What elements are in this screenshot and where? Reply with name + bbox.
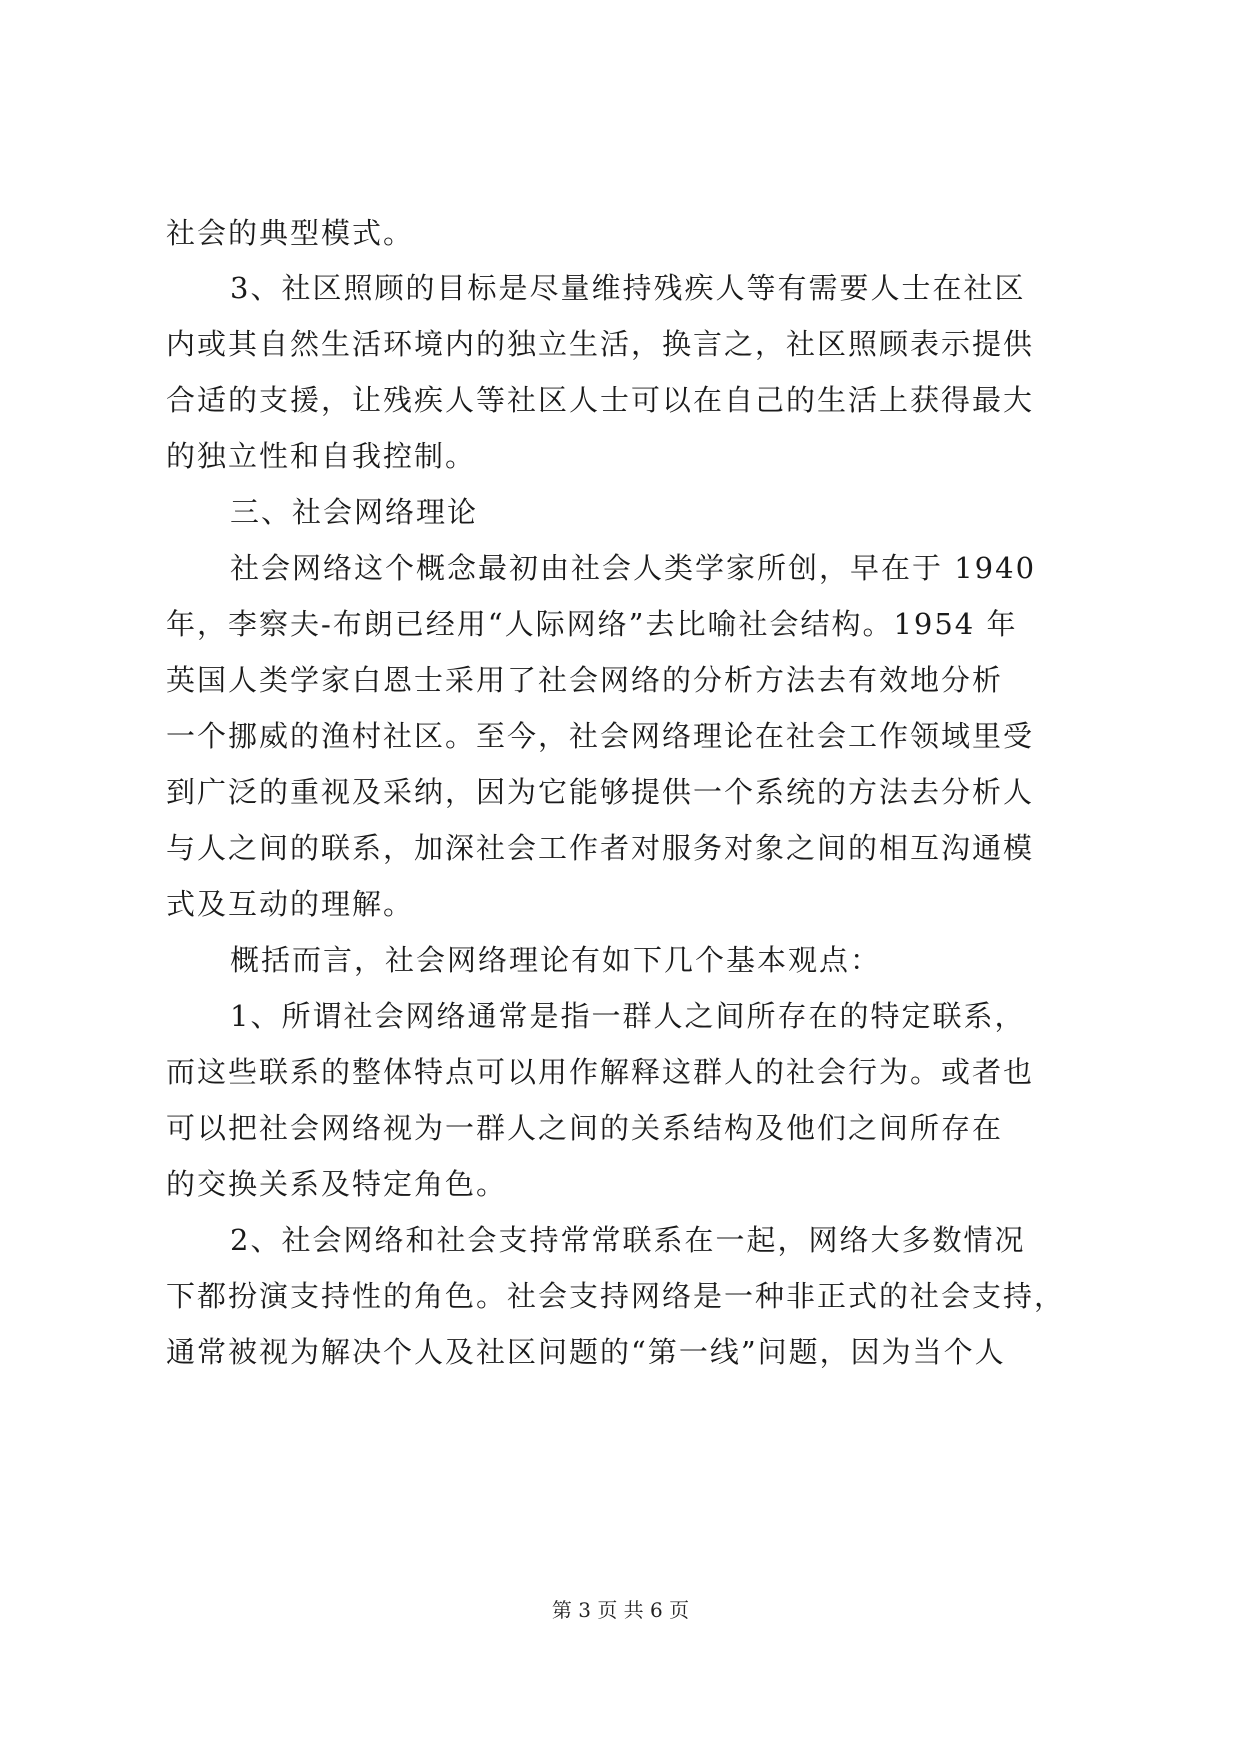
- text-line: 可以把社会网络视为一群人之间的关系结构及他们之间所存在: [166, 1111, 1004, 1145]
- text-line: 通常被视为解决个人及社区问题的“第一线”问题，因为当个人: [166, 1335, 1006, 1369]
- text-line: 英国人类学家白恩士采用了社会网络的分析方法去有效地分析: [166, 663, 1004, 697]
- text-line: 年，李察夫-布朗已经用“人际网络”去比喻社会结构。1954 年: [166, 607, 1018, 641]
- text-line: 内或其自然生活环境内的独立生活，换言之，社区照顾表示提供: [166, 327, 1035, 361]
- text-line: 2、社会网络和社会支持常常联系在一起，网络大多数情况: [230, 1223, 1026, 1257]
- text-line: 概括而言，社会网络理论有如下几个基本观点：: [230, 943, 882, 977]
- text-line: 与人之间的联系，加深社会工作者对服务对象之间的相互沟通模: [166, 831, 1035, 865]
- text-line: 一个挪威的渔村社区。至今，社会网络理论在社会工作领域里受: [166, 719, 1035, 753]
- section-heading: 三、社会网络理论: [230, 495, 479, 529]
- text-line: 下都扮演支持性的角色。社会支持网络是一种非正式的社会支持，: [166, 1279, 1066, 1313]
- text-line: 式及互动的理解。: [166, 887, 415, 921]
- page-number-footer: 第 3 页 共 6 页: [551, 1598, 690, 1622]
- text-line: 社会网络这个概念最初由社会人类学家所创，早在于 1940: [230, 551, 1037, 585]
- text-line: 到广泛的重视及采纳，因为它能够提供一个系统的方法去分析人: [166, 775, 1035, 809]
- text-line: 而这些联系的整体特点可以用作解释这群人的社会行为。或者也: [166, 1055, 1035, 1089]
- text-line: 3、社区照顾的目标是尽量维持残疾人等有需要人士在社区: [230, 271, 1026, 305]
- text-line: 的交换关系及特定角色。: [166, 1167, 508, 1201]
- text-line: 1、所谓社会网络通常是指一群人之间所存在的特定联系，: [230, 999, 1026, 1033]
- text-line: 合适的支援，让残疾人等社区人士可以在自己的生活上获得最大: [166, 383, 1035, 417]
- text-line: 社会的典型模式。: [166, 216, 415, 250]
- text-line: 的独立性和自我控制。: [166, 439, 477, 473]
